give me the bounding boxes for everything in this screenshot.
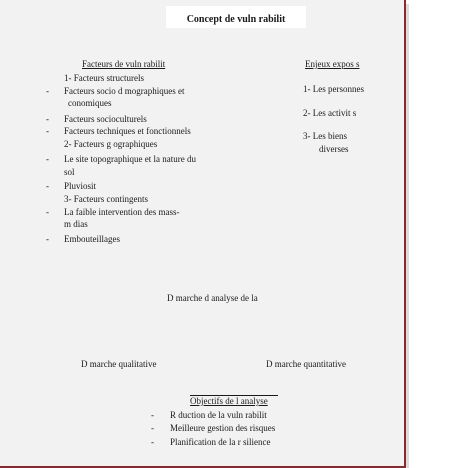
objectifs-item: R duction de la vuln rabilit [170, 410, 267, 420]
facteurs-line: Embouteillages [64, 234, 120, 244]
facteurs-line: 3- Facteurs contingents [64, 194, 148, 204]
enjeux-item: 2- Les activit s [303, 108, 357, 118]
demarche-quantitative: D marche quantitative [266, 359, 346, 369]
facteurs-line: sol [64, 167, 75, 177]
bullet-dash: - [46, 86, 49, 96]
canvas-shadow [406, 4, 409, 468]
facteurs-line: m dias [64, 219, 88, 229]
facteurs-line: 2- Facteurs g ographiques [64, 139, 158, 149]
bullet-dash: - [151, 437, 154, 447]
facteurs-line: Le site topographique et la nature du [64, 154, 196, 164]
facteurs-line: Facteurs techniques et fonctionnels [64, 126, 191, 136]
objectifs-item: Planification de la r silience [170, 437, 271, 447]
bullet-dash: - [46, 181, 49, 191]
facteurs-heading: Facteurs de vuln rabilit [82, 59, 166, 69]
bullet-dash: - [46, 114, 49, 124]
enjeux-heading: Enjeux expos s [305, 59, 360, 69]
bullet-dash: - [46, 126, 49, 136]
enjeux-item: diverses [319, 144, 349, 154]
bullet-dash: - [46, 154, 49, 164]
facteurs-line: Pluviosit [64, 181, 97, 191]
facteurs-line: Facteurs socio d mographiques et [64, 86, 185, 96]
enjeux-item: 3- Les biens [303, 131, 347, 141]
enjeux-item: 1- Les personnes [303, 84, 364, 94]
objectifs-item: Meilleure gestion des risques [170, 423, 276, 433]
facteurs-line: conomiques [68, 98, 112, 108]
demarche-qualitative: D marche qualitative [81, 359, 157, 369]
demarche-analyse: D marche d analyse de la [167, 293, 258, 303]
facteurs-line: Facteurs socioculturels [64, 114, 147, 124]
facteurs-line: 1- Facteurs structurels [64, 73, 144, 83]
title-box [166, 6, 306, 28]
bullet-dash: - [151, 410, 154, 420]
diagram-title: Concept de vuln rabilit [186, 14, 286, 25]
bullet-dash: - [151, 423, 154, 433]
facteurs-line: La faible intervention des mass- [64, 207, 180, 217]
objectifs-heading: Objectifs de l analyse [190, 396, 268, 406]
bullet-dash: - [46, 234, 49, 244]
bullet-dash: - [46, 207, 49, 217]
